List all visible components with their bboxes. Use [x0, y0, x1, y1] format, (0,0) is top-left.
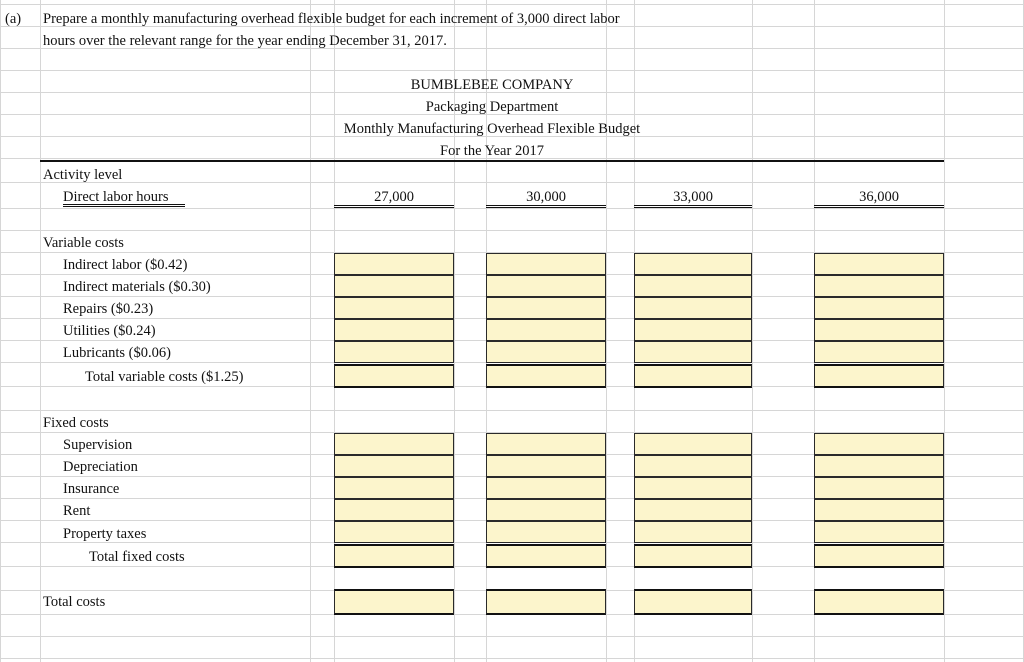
variable-cost-input[interactable]: [634, 275, 752, 297]
gridline-row: [0, 182, 1024, 183]
gridline-row: [0, 70, 1024, 71]
fixed-cost-input[interactable]: [814, 477, 944, 499]
gridline-col: [944, 0, 945, 662]
variable-item: Utilities ($0.24): [63, 323, 156, 339]
gridline-col: [0, 0, 1, 662]
total-fixed-cost-input[interactable]: [634, 544, 752, 568]
level-27000: 27,000: [374, 189, 414, 205]
report-period: For the Year 2017: [440, 143, 544, 159]
gridline-col: [752, 0, 753, 662]
level-33000: 33,000: [673, 189, 713, 205]
variable-cost-input[interactable]: [634, 297, 752, 319]
variable-item: Repairs ($0.23): [63, 301, 154, 317]
variable-cost-input[interactable]: [634, 319, 752, 341]
total-costs-input[interactable]: [634, 589, 752, 615]
driver-underline: [63, 204, 185, 207]
fixed-cost-input[interactable]: [334, 477, 454, 499]
total-fixed-cost-input[interactable]: [334, 544, 454, 568]
variable-costs-heading: Variable costs: [43, 235, 124, 251]
level-underline: [334, 205, 454, 208]
total-variable-cost-input[interactable]: [634, 364, 752, 388]
fixed-item: Insurance: [63, 481, 120, 497]
header-rule: [40, 160, 944, 162]
fixed-cost-input[interactable]: [486, 477, 606, 499]
fixed-cost-input[interactable]: [814, 433, 944, 455]
total-costs-input[interactable]: [486, 589, 606, 615]
fixed-cost-input[interactable]: [814, 499, 944, 521]
variable-cost-input[interactable]: [814, 297, 944, 319]
department-name: Packaging Department: [425, 99, 559, 115]
instruction-line-2: hours over the relevant range for the year ending December 31, 2017.: [43, 33, 447, 49]
fixed-cost-input[interactable]: [334, 433, 454, 455]
total-costs-input[interactable]: [814, 589, 944, 615]
variable-cost-input[interactable]: [814, 341, 944, 363]
gridline-col: [40, 0, 41, 662]
variable-cost-input[interactable]: [334, 341, 454, 363]
fixed-cost-input[interactable]: [634, 455, 752, 477]
gridline-row: [0, 636, 1024, 637]
fixed-cost-input[interactable]: [634, 521, 752, 543]
instruction-line-1: Prepare a monthly manufacturing overhead flexible budget for each increment of 3,000 direct labor: [43, 11, 620, 27]
variable-cost-input[interactable]: [334, 253, 454, 275]
direct-labor-hours-label: Direct labor hours: [63, 189, 169, 205]
total-variable-cost-input[interactable]: [814, 364, 944, 388]
variable-cost-input[interactable]: [486, 319, 606, 341]
variable-cost-input[interactable]: [814, 275, 944, 297]
gridline-row: [0, 230, 1024, 231]
fixed-cost-input[interactable]: [334, 521, 454, 543]
variable-cost-input[interactable]: [334, 275, 454, 297]
fixed-cost-input[interactable]: [486, 521, 606, 543]
variable-item: Indirect labor ($0.42): [63, 257, 188, 273]
part-label: (a): [5, 11, 22, 27]
fixed-item: Rent: [63, 503, 91, 519]
total-fixed-cost-input[interactable]: [814, 544, 944, 568]
total-costs-label: Total costs: [43, 594, 106, 610]
fixed-cost-input[interactable]: [634, 433, 752, 455]
total-fixed-cost-input[interactable]: [486, 544, 606, 568]
variable-cost-input[interactable]: [634, 253, 752, 275]
company-name: BUMBLEBEE COMPANY: [410, 77, 574, 93]
fixed-costs-heading: Fixed costs: [43, 415, 109, 431]
fixed-cost-input[interactable]: [814, 455, 944, 477]
gridline-row: [0, 410, 1024, 411]
total-variable-cost-input[interactable]: [486, 364, 606, 388]
fixed-cost-input[interactable]: [334, 455, 454, 477]
level-36000: 36,000: [859, 189, 899, 205]
level-underline: [814, 205, 944, 208]
level-underline: [486, 205, 606, 208]
fixed-cost-input[interactable]: [334, 499, 454, 521]
variable-cost-input[interactable]: [814, 319, 944, 341]
fixed-item: Property taxes: [63, 526, 147, 542]
variable-cost-input[interactable]: [486, 275, 606, 297]
variable-cost-input[interactable]: [334, 319, 454, 341]
variable-cost-input[interactable]: [486, 253, 606, 275]
variable-cost-input[interactable]: [814, 253, 944, 275]
variable-cost-input[interactable]: [486, 341, 606, 363]
variable-cost-input[interactable]: [634, 341, 752, 363]
level-30000: 30,000: [526, 189, 566, 205]
level-underline: [634, 205, 752, 208]
fixed-cost-input[interactable]: [634, 477, 752, 499]
variable-cost-input[interactable]: [486, 297, 606, 319]
gridline-row: [0, 4, 1024, 5]
fixed-item: Supervision: [63, 437, 133, 453]
gridline-row: [0, 658, 1024, 659]
total-costs-input[interactable]: [334, 589, 454, 615]
fixed-cost-input[interactable]: [486, 433, 606, 455]
fixed-cost-input[interactable]: [486, 499, 606, 521]
fixed-cost-input[interactable]: [634, 499, 752, 521]
total-variable-cost-input[interactable]: [334, 364, 454, 388]
gridline-col: [310, 0, 311, 662]
fixed-cost-input[interactable]: [814, 521, 944, 543]
variable-item: Indirect materials ($0.30): [63, 279, 211, 295]
total-fixed-costs-label: Total fixed costs: [89, 549, 185, 565]
fixed-cost-input[interactable]: [486, 455, 606, 477]
fixed-item: Depreciation: [63, 459, 138, 475]
activity-level-label: Activity level: [43, 167, 123, 183]
report-title: Monthly Manufacturing Overhead Flexible Budget: [343, 121, 641, 137]
variable-cost-input[interactable]: [334, 297, 454, 319]
total-variable-costs-label: Total variable costs ($1.25): [85, 369, 244, 385]
gridline-row: [0, 208, 1024, 209]
variable-item: Lubricants ($0.06): [63, 345, 171, 361]
